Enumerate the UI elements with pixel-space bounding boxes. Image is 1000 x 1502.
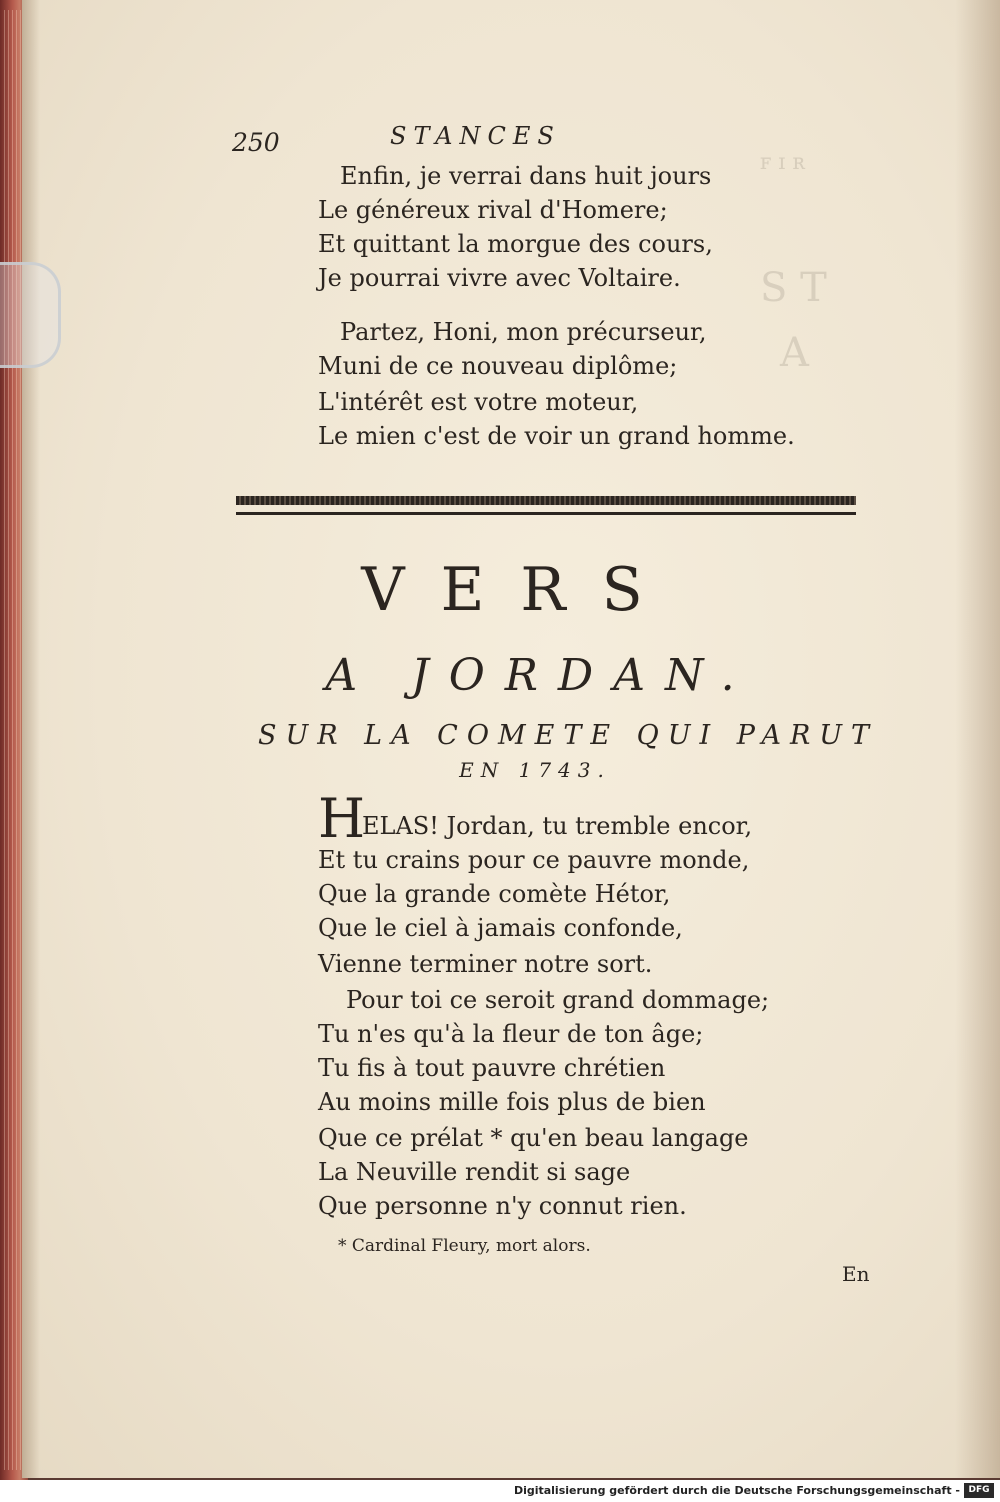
verse-line: Pour toi ce seroit grand dommage; — [346, 986, 770, 1014]
verse-line: Au moins mille fois plus de bien — [318, 1088, 706, 1116]
verse-line: L'intérêt est votre moteur, — [318, 388, 639, 416]
verse-line: Que personne n'y connut rien. — [318, 1192, 687, 1220]
page-number: 250 — [232, 128, 280, 157]
ornament-rule-thin — [236, 512, 856, 515]
show-through-text: S T — [760, 265, 827, 311]
funding-credit: Digitalisierung gefördert durch die Deutsche Forschungsgemeinschaft - — [513, 1484, 960, 1497]
verse-line: Que ce prélat * qu'en beau langage — [318, 1124, 749, 1152]
verse-line: Tu n'es qu'à la fleur de ton âge; — [318, 1020, 704, 1048]
poem-subtitle: SUR LA COMETE QUI PARUT — [258, 720, 879, 751]
verse-line: Partez, Honi, mon précurseur, — [340, 318, 707, 346]
verse-line: Je pourrai vivre avec Voltaire. — [318, 264, 681, 292]
verse-line: La Neuville rendit si sage — [318, 1158, 631, 1186]
verse-line: Et quittant la morgue des cours, — [318, 230, 713, 258]
catchword: En — [842, 1262, 870, 1286]
poem-subtitle-year: EN 1743. — [459, 758, 611, 782]
verse-line: Que le ciel à jamais confonde, — [318, 914, 683, 942]
poem-dedication: A JORDAN. — [325, 650, 755, 701]
verse-line: Et tu crains pour ce pauvre monde, — [318, 846, 750, 874]
verse-line: Vienne terminer notre sort. — [318, 950, 653, 978]
poem-title: VERS — [361, 555, 679, 625]
verse-line: Muni de ce nouveau diplôme; — [318, 352, 678, 380]
page-clip — [0, 262, 61, 368]
verse-line: Que la grande comète Hétor, — [318, 880, 671, 908]
show-through-text: A — [780, 330, 809, 376]
footnote: * Cardinal Fleury, mort alors. — [338, 1236, 591, 1256]
verse-line: Enfin, je verrai dans huit jours — [340, 162, 712, 190]
dfg-logo: DFG — [964, 1483, 994, 1498]
drop-cap: H — [318, 787, 366, 850]
verse-line: ELAS! Jordan, tu tremble encor, — [362, 812, 753, 840]
running-head: STANCES — [390, 122, 561, 150]
gutter-shadow — [22, 0, 40, 1478]
verse-line: Le généreux rival d'Homere; — [318, 196, 668, 224]
verse-line: Tu fis à tout pauvre chrétien — [318, 1054, 666, 1082]
verse-line: Le mien c'est de voir un grand homme. — [318, 422, 795, 450]
show-through-text: ꜰ ɪ ʀ — [760, 150, 806, 175]
ornament-rule-thick — [236, 496, 856, 505]
outer-edge-shadow — [955, 0, 1000, 1478]
